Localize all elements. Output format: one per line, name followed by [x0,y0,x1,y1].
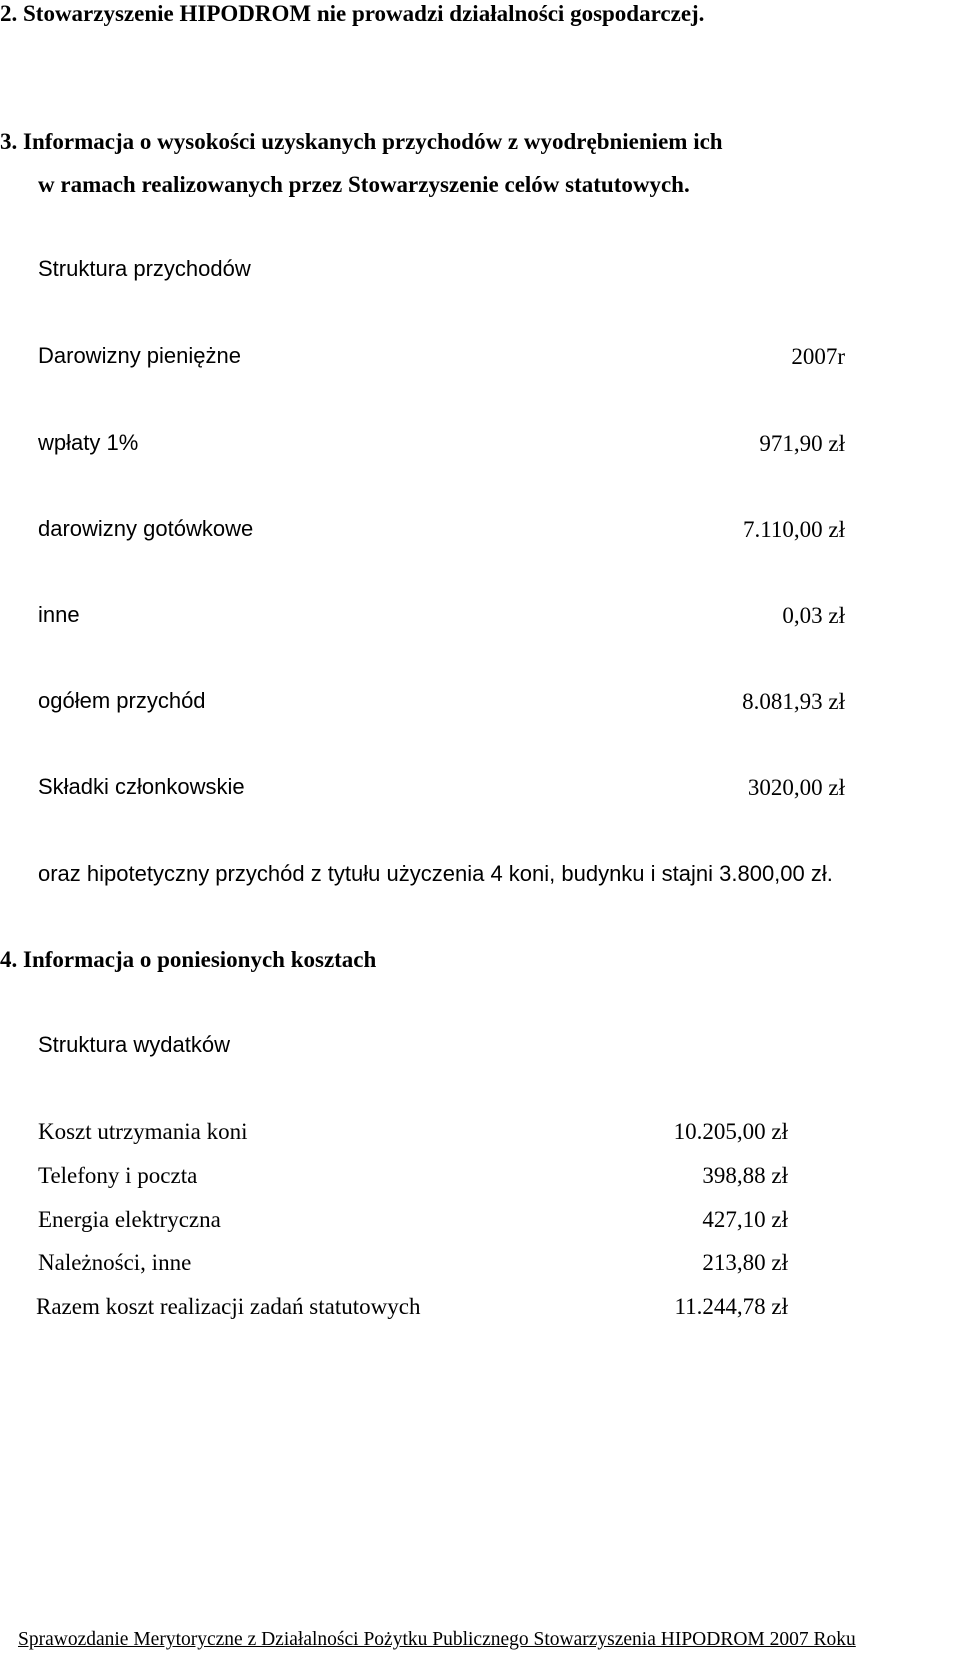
expense-row-label: Telefony i poczta [38,1163,198,1188]
section-2-statement: 2. Stowarzyszenie HIPODROM nie prowadzi działalności gospodarczej. [0,1,705,26]
section-3-heading-line-1: 3. Informacja o wysokości uzyskanych przychodów z wyodrębnieniem ich [0,129,723,154]
income-row-value: 3020,00 zł [747,775,845,800]
income-row-value: 0,03 zł [782,603,845,628]
expense-row-value: 427,10 zł [702,1207,788,1232]
expense-structure-subheading: Struktura wydatków [38,1032,230,1057]
income-structure-subheading: Struktura przychodów [38,256,251,281]
expense-total-value: 11.244,78 zł [674,1294,788,1319]
income-row-value: 7.110,00 zł [743,517,845,542]
income-row-value: 8.081,93 zł [742,689,845,714]
section-4-heading: 4. Informacja o poniesionych kosztach [0,947,377,972]
income-row-value: 2007r [791,344,845,369]
expense-row-label: Koszt utrzymania koni [38,1119,248,1144]
income-row-label: Darowizny pieniężne [38,343,241,368]
income-row-label: darowizny gotówkowe [38,516,254,541]
expense-row-label: Należności, inne [38,1250,192,1275]
expense-row-value: 10.205,00 zł [673,1119,788,1144]
income-row-label: ogółem przychód [38,688,206,713]
expense-row-value: 398,88 zł [702,1163,788,1188]
expense-row-label: Energia elektryczna [38,1207,221,1232]
hypothetical-income-note: oraz hipotetyczny przychód z tytułu użyczenia 4 koni, budynku i stajni 3.800,00 zł. [38,861,833,886]
section-3-heading-line-2: w ramach realizowanych przez Stowarzyszenie celów statutowych. [38,172,690,197]
page-footer: Sprawozdanie Merytoryczne z Działalności Pożytku Publicznego Stowarzyszenia HIPODROM 2007 Roku [18,1629,856,1650]
income-row-value: 971,90 zł [759,431,845,456]
income-row-label: wpłaty 1% [38,430,139,455]
income-row-label: Składki członkowskie [38,774,245,799]
income-row-label: inne [38,602,80,627]
expense-row-value: 213,80 zł [702,1250,788,1275]
expense-total-label: Razem koszt realizacji zadań statutowych [36,1294,421,1319]
